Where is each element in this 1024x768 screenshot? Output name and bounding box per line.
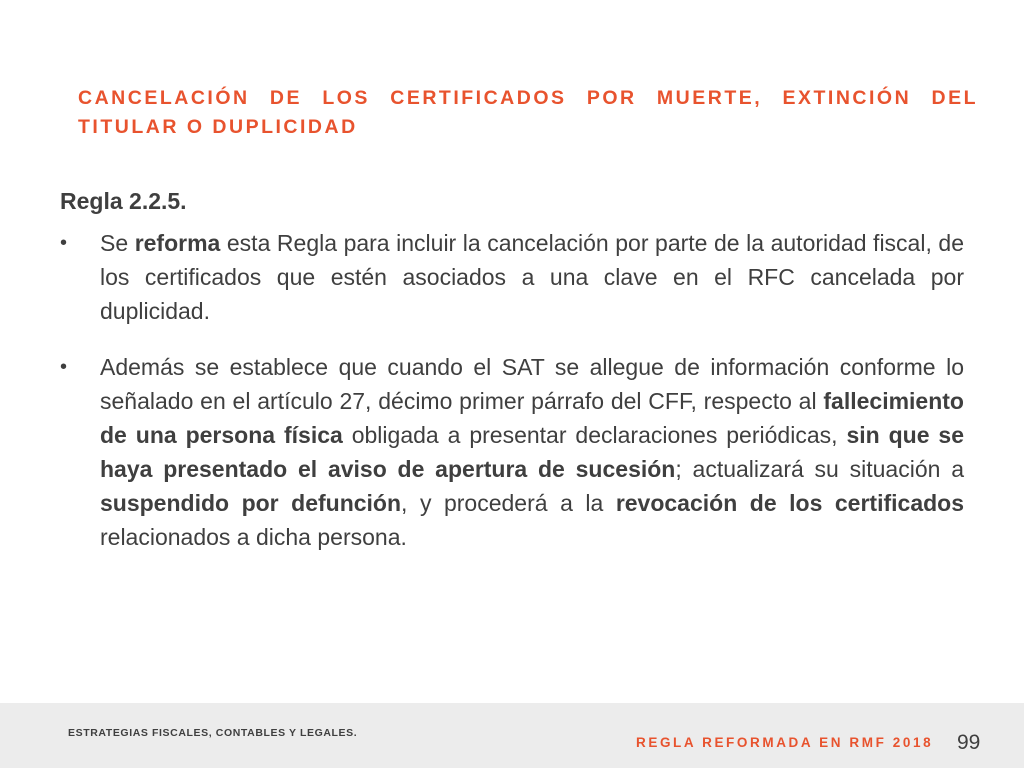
bullet-dot: • [60,232,68,254]
bullet-segment-bold: revocación de los certificados [615,490,965,516]
bullet-item [60,226,964,328]
bullet-segment: Además se establece que cuando el SAT se allegue de información conforme lo señalado en el artículo 27, décimo primer párrafo del CFF, respecto al [100,354,964,414]
footer-bar [0,703,1024,768]
bullet-segment-bold: suspendido por defunción [100,490,402,516]
slide-title: CANCELACIÓN DE LOS CERTIFICADOS POR MUERTE, EXTINCIÓN DEL TITULAR O DUPLICIDAD [78,87,978,138]
footer-company-name: ESTRATEGIAS FISCALES, CONTABLES Y LEGALES. [68,727,358,739]
bullet-dot: • [60,356,68,378]
bullet-segment: Se [100,230,135,256]
bullet-segment: relacionados a dicha persona. [100,524,407,550]
bullet-segment-bold: sin que se haya presentado el aviso de apertura de sucesión [100,422,964,482]
bullet-segment: , y procederá a la [401,490,616,516]
slide-content [60,185,964,554]
bullet-item [60,350,964,554]
rule-heading: Regla 2.2.5. [60,188,187,214]
page-number: 99 [957,731,981,754]
bullet-segment-bold: fallecimiento de una persona física [100,388,964,448]
footer-section-label: REGLA REFORMADA EN RMF 2018 [636,735,934,750]
bullet-segment: obligada a presentar declaraciones periódicas, [342,422,847,448]
bullet-segment-bold: reforma [134,230,221,256]
bullet-segment: ; actualizará su situación a [675,456,964,482]
bullet-segment: esta Regla para incluir la cancelación por parte de la autoridad fiscal, de los certificados que estén asociados a una clave en el RFC cancelada por duplicidad. [100,230,964,324]
